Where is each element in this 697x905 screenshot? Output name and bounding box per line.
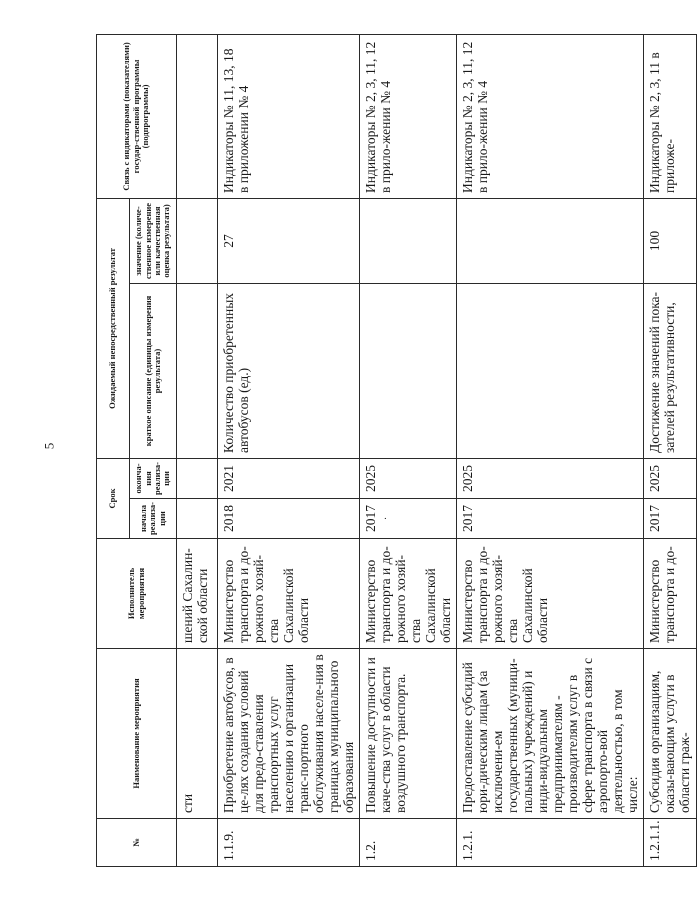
cell-start-value: 2017 bbox=[363, 505, 378, 532]
header-result: Ожидаемый непосредственный результат bbox=[97, 198, 130, 458]
header-row bbox=[97, 34, 130, 866]
header-result-desc: краткое описание (единицы измерения результата) bbox=[130, 283, 177, 458]
cell-end: 2025 bbox=[644, 458, 697, 498]
cell-start: 2017 bbox=[644, 499, 697, 539]
cell-name: Приобретение автобусов, в це-лях создания условий для предо-ставления транспортных услуг населению и организации транс-портного обслуживания населе-ния в границах муниципального образования bbox=[218, 649, 360, 819]
cell-num bbox=[177, 819, 218, 867]
cell-name: Субсидия организациям, оказы-вающим услуги в области граж- bbox=[644, 649, 697, 819]
cell-end: 2025 bbox=[457, 458, 644, 498]
cell-end: 2025 bbox=[360, 458, 457, 498]
cell-desc: Количество приобретенных автобусов (ед.) bbox=[218, 283, 360, 458]
cell-link: Индикаторы № 2, 3, 11 в приложе- bbox=[644, 34, 697, 198]
table-row bbox=[218, 34, 360, 866]
cell-value bbox=[177, 198, 218, 283]
cell-name: Повышение доступности и каче-ства услуг в области воздушного транспорта. bbox=[360, 649, 457, 819]
cell-executor: Министерство транспорта и до-рожного хозяй-ства Сахалинской области bbox=[218, 539, 360, 649]
cell-link: Индикаторы № 11, 13, 18 в приложении № 4 bbox=[218, 34, 360, 198]
measures-table bbox=[96, 34, 697, 867]
header-executor: Исполнитель мероприятия bbox=[97, 539, 177, 649]
cell-start: 2018 bbox=[218, 499, 360, 539]
header-term-start: начала реализа-ции bbox=[130, 499, 177, 539]
header-term: Срок bbox=[97, 458, 130, 538]
cell-desc bbox=[360, 283, 457, 458]
stray-dot: · bbox=[381, 516, 392, 521]
header-name: Наименование мероприятия bbox=[97, 649, 177, 819]
cell-desc bbox=[457, 283, 644, 458]
cell-end bbox=[177, 458, 218, 498]
cell-executor: шений Сахалин-ской области bbox=[177, 539, 218, 649]
cell-value: 100 bbox=[644, 198, 697, 283]
header-number: № bbox=[97, 819, 177, 867]
cell-num: 1.2.1.1. bbox=[644, 819, 697, 867]
cell-name: сти bbox=[177, 649, 218, 819]
cell-link: Индикаторы № 2, 3, 11, 12 в прило-жении № 4 bbox=[360, 34, 457, 198]
cell-value: 27 bbox=[218, 198, 360, 283]
cell-start bbox=[360, 499, 457, 539]
cell-num: 1.2.1. bbox=[457, 819, 644, 867]
cell-link: Индикаторы № 2, 3, 11, 12 в прило-жении № 4 bbox=[457, 34, 644, 198]
cell-desc bbox=[177, 283, 218, 458]
cell-num: 1.2. bbox=[360, 819, 457, 867]
cell-name: Предоставление субсидий юри-дическим лицам (за исключени-ем государственных (муници-пальных) учреждений) и инди-видуальным предпринимателям - производителям услуг в сфере транспорта в связи с аэропорто-вой деятельностью, в том числе: bbox=[457, 649, 644, 819]
cell-executor: Министерство транспорта и до- bbox=[644, 539, 697, 649]
cell-desc: Достижение значений пока-зателей результативности, bbox=[644, 283, 697, 458]
table-row bbox=[457, 34, 644, 866]
header-term-end: оконча-ния реализа-ции bbox=[130, 458, 177, 498]
cell-end: 2021 bbox=[218, 458, 360, 498]
rotated-page bbox=[96, 35, 692, 867]
header-link: Связь с индикаторами (показателями) государ-ственной программы (подпрограммы) bbox=[97, 34, 177, 198]
table-row bbox=[177, 34, 218, 866]
cell-link bbox=[177, 34, 218, 198]
table-row bbox=[644, 34, 697, 866]
table-row bbox=[360, 34, 457, 866]
cell-value bbox=[360, 198, 457, 283]
page-number: 5 bbox=[41, 442, 57, 450]
cell-executor: Министерство транспорта и до-рожного хозяй-ства Сахалинской области bbox=[457, 539, 644, 649]
header-result-value: значение (количе-ственное измерение или качественная оценка результата) bbox=[130, 198, 177, 283]
cell-start: 2017 bbox=[457, 499, 644, 539]
cell-executor: Министерство транспорта и до-рожного хозяй-ства Сахалинской области bbox=[360, 539, 457, 649]
cell-start bbox=[177, 499, 218, 539]
cell-num: 1.1.9. bbox=[218, 819, 360, 867]
cell-value bbox=[457, 198, 644, 283]
